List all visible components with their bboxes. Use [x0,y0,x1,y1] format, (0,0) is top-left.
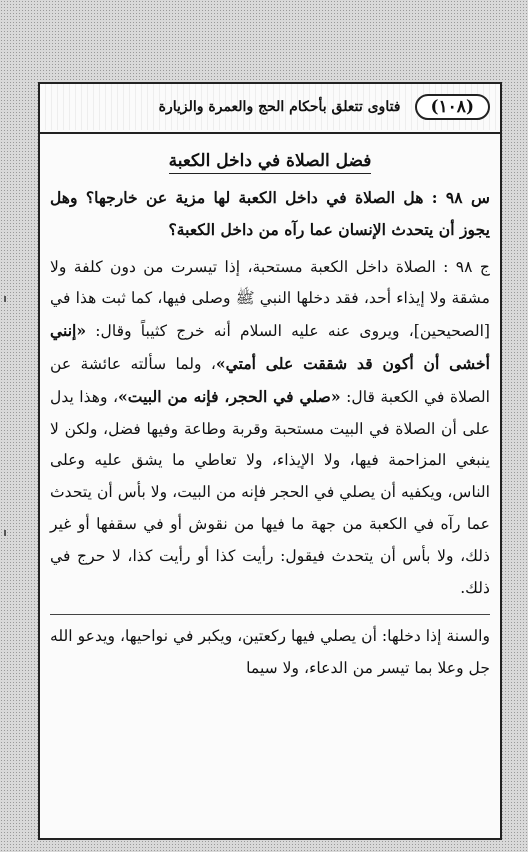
answer-part-3: ، وهذا يدل على أن الصلاة في البيت مستحبة وقربة وطاعة وفيها فضل، ولكن لا ينبغي المزاحمة فيها، ولا الإيذاء، ولا تعاطي ما يشق عليه وعلى الناس، ويكفيه أن يصلي في الحجر فإنه من البيت، ولا بأس أن يتحدث عما رآه في الكعبة من جهة ما فيها من نقوش أو في سقفها أو غير ذلك، ولا بأس أن يتحدث فيقول: رأيت كذا أو رأيت كذا، لا حرج في ذلك. [50,387,490,597]
hadith-quote-2: «صلي في الحجر، فإنه من البيت» [118,386,341,406]
page-header [40,84,500,134]
hadith-quote-1: «إنني أخشى أن أكون قد شققت على أمتي» [50,321,490,373]
section-title-text: فضل الصلاة في داخل الكعبة [169,151,372,174]
margin-mark-top [4,296,6,302]
closing-paragraph: والسنة إذا دخلها: أن يصلي فيها ركعتين، ويكبر في نواحيها، ويدعو الله جل وعلا بما تيسر من الدعاء، ولا سيما [50,627,490,678]
page-number: (١٠٨) [415,94,491,120]
question-paragraph: س ٩٨ : هل الصلاة في داخل الكعبة لها مزية عن خارجها؟ وهل يجوز أن يتحدث الإنسان عما رآه من داخل الكعبة؟ [50,188,490,239]
section-divider [50,614,490,615]
header-bar [40,84,500,130]
answer-part-2: ، ولما سألته عائشة عن الصلاة في الكعبة قال: [50,354,491,406]
page-content [50,146,490,832]
answer-part-1: ج ٩٨ : الصلاة داخل الكعبة مستحبة، إذا تيسرت من دون كلفة ولا مشقة ولا إيذاء أحد، فقد دخلها النبي ﷺ وصلى فيها، كما ثبت هذا في [الصحيحين]، ويروى عنه عليه السلام أنه خرج كثيباً وقال: [50,257,490,341]
margin-mark-bottom [4,530,6,536]
answer-paragraph [50,252,490,605]
book-page [38,82,502,840]
running-title: فتاوى تتعلق بأحكام الحج والعمرة والزيارة [158,99,401,115]
section-title [50,146,490,176]
